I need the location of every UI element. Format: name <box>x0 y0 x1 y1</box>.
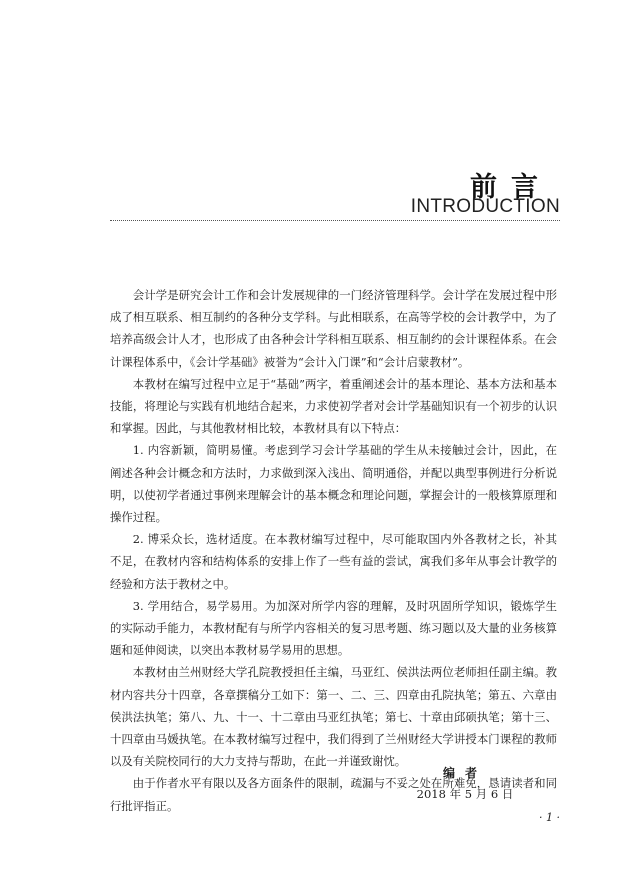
page-title: 前言 <box>470 172 552 203</box>
page-subtitle-english: INTRODUCTION <box>410 196 560 217</box>
paragraph: 本教材由兰州财经大学孔院教授担任主编，马亚红、侯洪法两位老师担任副主编。教材内容共分十四章，各章撰稿分工如下：第一、二、三、四章由孔院执笔；第五、六章由侯洪法执笔；第八、九、十一、十二章由马亚红执笔；第七、十章由邱硕执笔；第十三、十四章由马媛执笔。在本教材编写过程中，我们得到了兰州财经大学讲授本门课程的教师以及有关院校同行的大力支持与帮助，在此一并谨致谢忱。 <box>110 665 557 769</box>
paragraph: 本教材在编写过程中立足于“基础”两字，着重阐述会计的基本理论、基本方法和基本技能，将理论与实践有机地结合起来，力求使初学者对会计学基础知识有一个初步的认识和掌握。因此，与其他教材相比较，本教材具有以下特点： <box>110 376 557 436</box>
preface-body <box>110 284 557 817</box>
paragraph: 1. 内容新颖，简明易懂。考虑到学习会计学基础的学生从未接触过会计，因此，在阐述各种会计概念和方法时，力求做到深入浅出、简明通俗，并配以典型事例进行分析说明，以使初学者通过事例来理解会计的基本概念和理论问题，掌握会计的一般核算原理和操作过程。 <box>110 443 557 525</box>
title-divider <box>110 220 560 221</box>
paragraph: 由于作者水平有限以及各方面条件的限制，疏漏与不妥之处在所难免，恳请读者和同行批评指正。 <box>110 776 557 813</box>
paragraph: 会计学是研究会计工作和会计发展规律的一门经济管理科学。会计学在发展过程中形成了相互联系、相互制约的各种分支学科。与此相联系，在高等学校的会计教学中，为了培养高级会计人才，也形成了由各种会计学科相互联系、相互制约的会计课程体系。在会计课程体系中，《会计学基础》被誉为“会计入门课”和“会计启蒙教材”。 <box>110 288 557 369</box>
signature-author: 编者 <box>442 766 487 780</box>
signature-date: 2018 年 5 月 6 日 <box>416 787 514 801</box>
paragraph: 3. 学用结合，易学易用。为加深对所学内容的理解，及时巩固所学知识，锻炼学生的实际动手能力，本教材配有与所学内容相关的复习思考题、练习题以及大量的业务核算题和延伸阅读，以突出本教材易学易用的思想。 <box>110 598 557 658</box>
paragraph: 2. 博采众长，选材适度。在本教材编写过程中，尽可能取国内外各教材之长，补其不足，在教材内容和结构体系的安排上作了一些有益的尝试，寓我们多年从事会计教学的经验和方法于教材之中。 <box>110 532 557 591</box>
page-number: · 1 · <box>539 811 560 824</box>
